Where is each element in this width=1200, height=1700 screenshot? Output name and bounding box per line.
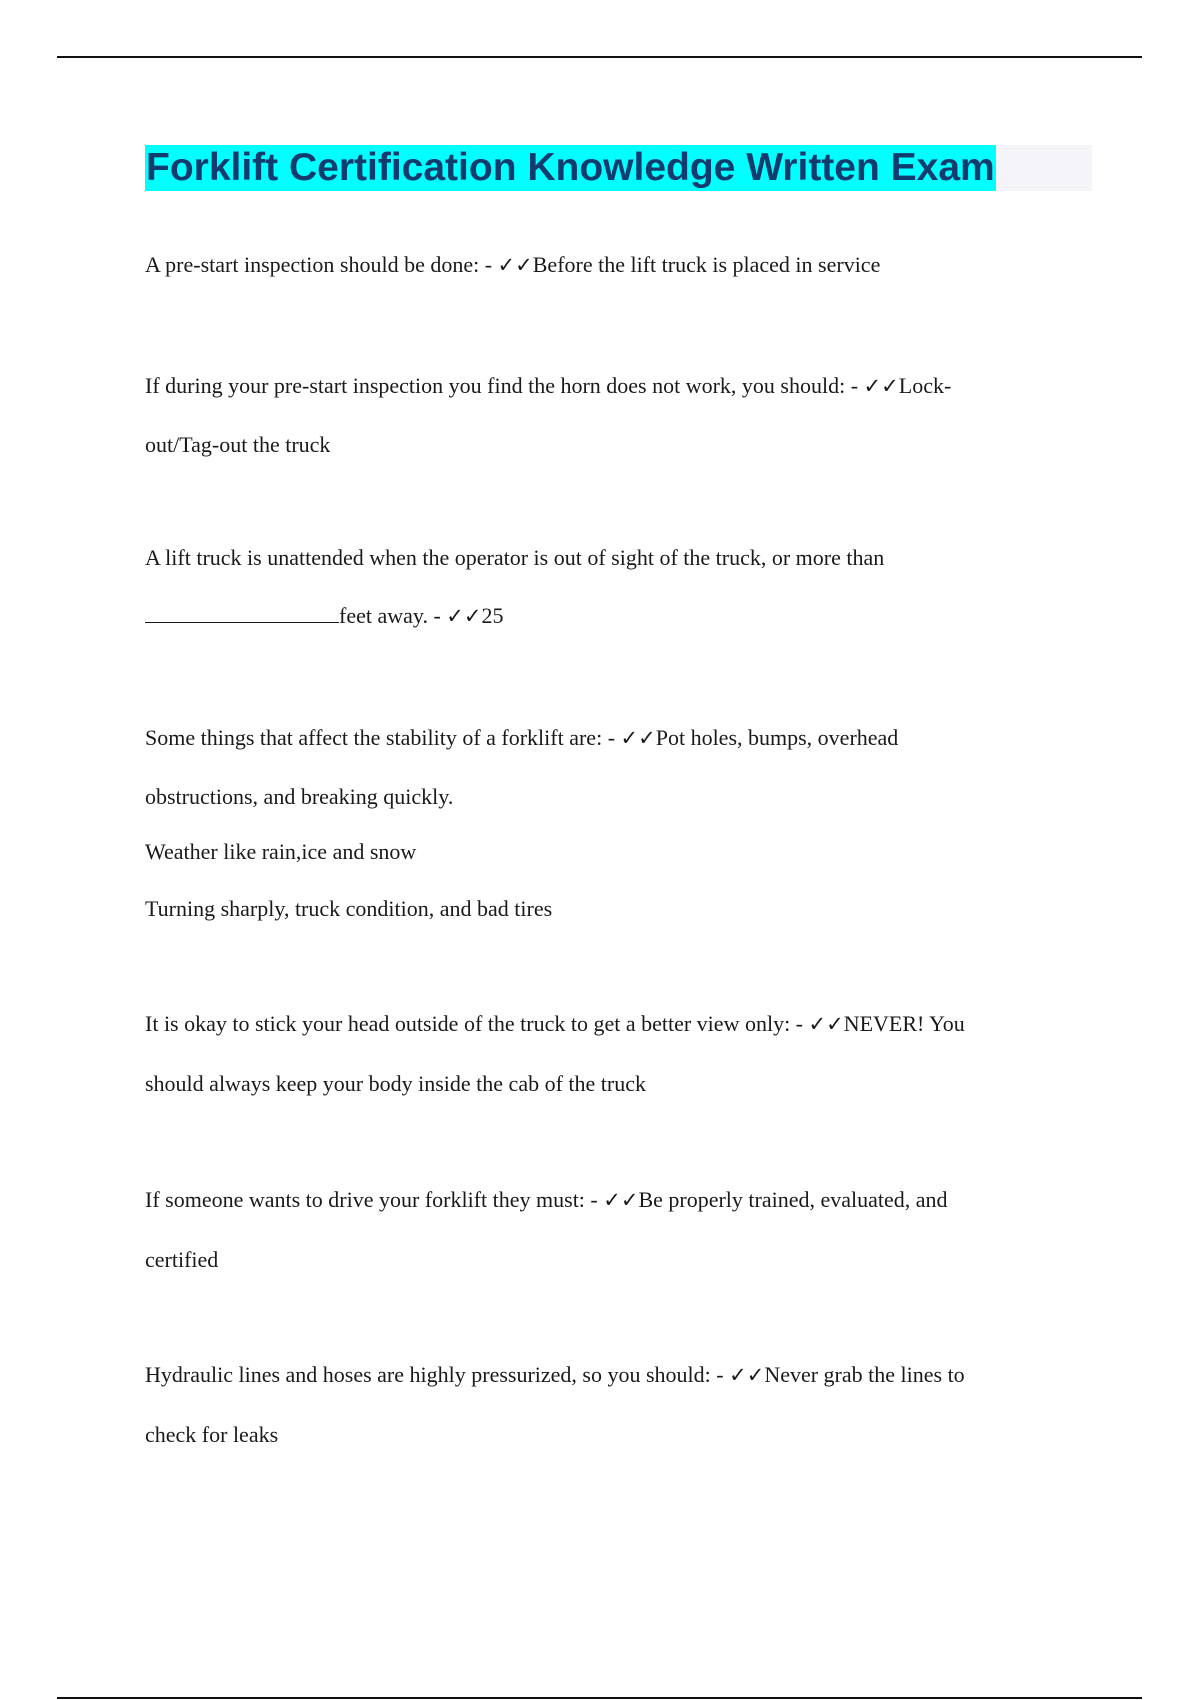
document-title: Forklift Certification Knowledge Written Exam bbox=[146, 146, 995, 189]
check-mark-icon: ✓✓ bbox=[497, 253, 533, 277]
answer-text: NEVER! You bbox=[843, 1011, 965, 1036]
answer-continuation: should always keep your body inside the cab of the truck bbox=[145, 1071, 646, 1096]
top-rule bbox=[57, 56, 1142, 58]
answer-text: Be properly trained, evaluated, and bbox=[638, 1187, 948, 1212]
check-mark-icon: ✓✓ bbox=[863, 374, 899, 398]
question-text: Hydraulic lines and hoses are highly pressurized, so you should: - bbox=[145, 1362, 730, 1387]
question-text: A lift truck is unattended when the operator is out of sight of the truck, or more than bbox=[145, 545, 885, 570]
answer-text: 25 bbox=[481, 603, 504, 628]
question-text: If someone wants to drive your forklift they must: - bbox=[145, 1187, 604, 1212]
check-mark-icon: ✓✓ bbox=[446, 604, 482, 628]
answer-text: Before the lift truck is placed in service bbox=[532, 252, 881, 277]
title-band bbox=[145, 145, 1092, 191]
qa-item-4 bbox=[145, 723, 898, 753]
qa-item-6 bbox=[145, 1185, 948, 1215]
answer-continuation: certified bbox=[145, 1247, 219, 1272]
qa-item-5 bbox=[145, 1009, 965, 1039]
check-mark-icon: ✓✓ bbox=[620, 726, 656, 750]
check-mark-icon: ✓✓ bbox=[603, 1188, 639, 1212]
question-text: Some things that affect the stability of a forklift are: - bbox=[145, 725, 621, 750]
answer-continuation: Weather like rain,ice and snow bbox=[145, 839, 417, 864]
answer-continuation: out/Tag-out the truck bbox=[145, 432, 331, 457]
qa-item-1 bbox=[145, 250, 880, 280]
question-text: feet away. - bbox=[339, 603, 447, 628]
qa-item-7 bbox=[145, 1360, 965, 1390]
answer-continuation: check for leaks bbox=[145, 1422, 279, 1447]
qa-item-3 bbox=[145, 601, 504, 631]
answer-text: Pot holes, bumps, overhead bbox=[655, 725, 899, 750]
answer-continuation: obstructions, and breaking quickly. bbox=[145, 784, 454, 809]
question-text: It is okay to stick your head outside of the truck to get a better view only: - bbox=[145, 1011, 809, 1036]
check-mark-icon: ✓✓ bbox=[808, 1012, 844, 1036]
answer-continuation: Turning sharply, truck condition, and bad tires bbox=[145, 896, 553, 921]
check-mark-icon: ✓✓ bbox=[729, 1363, 765, 1387]
answer-text: Never grab the lines to bbox=[764, 1362, 965, 1387]
fill-in-blank bbox=[145, 602, 339, 623]
qa-item-2 bbox=[145, 371, 951, 401]
answer-text: Lock- bbox=[898, 373, 952, 398]
bottom-rule bbox=[57, 1697, 1142, 1699]
question-text: A pre-start inspection should be done: - bbox=[145, 252, 498, 277]
question-text: If during your pre-start inspection you find the horn does not work, you should: - bbox=[145, 373, 864, 398]
